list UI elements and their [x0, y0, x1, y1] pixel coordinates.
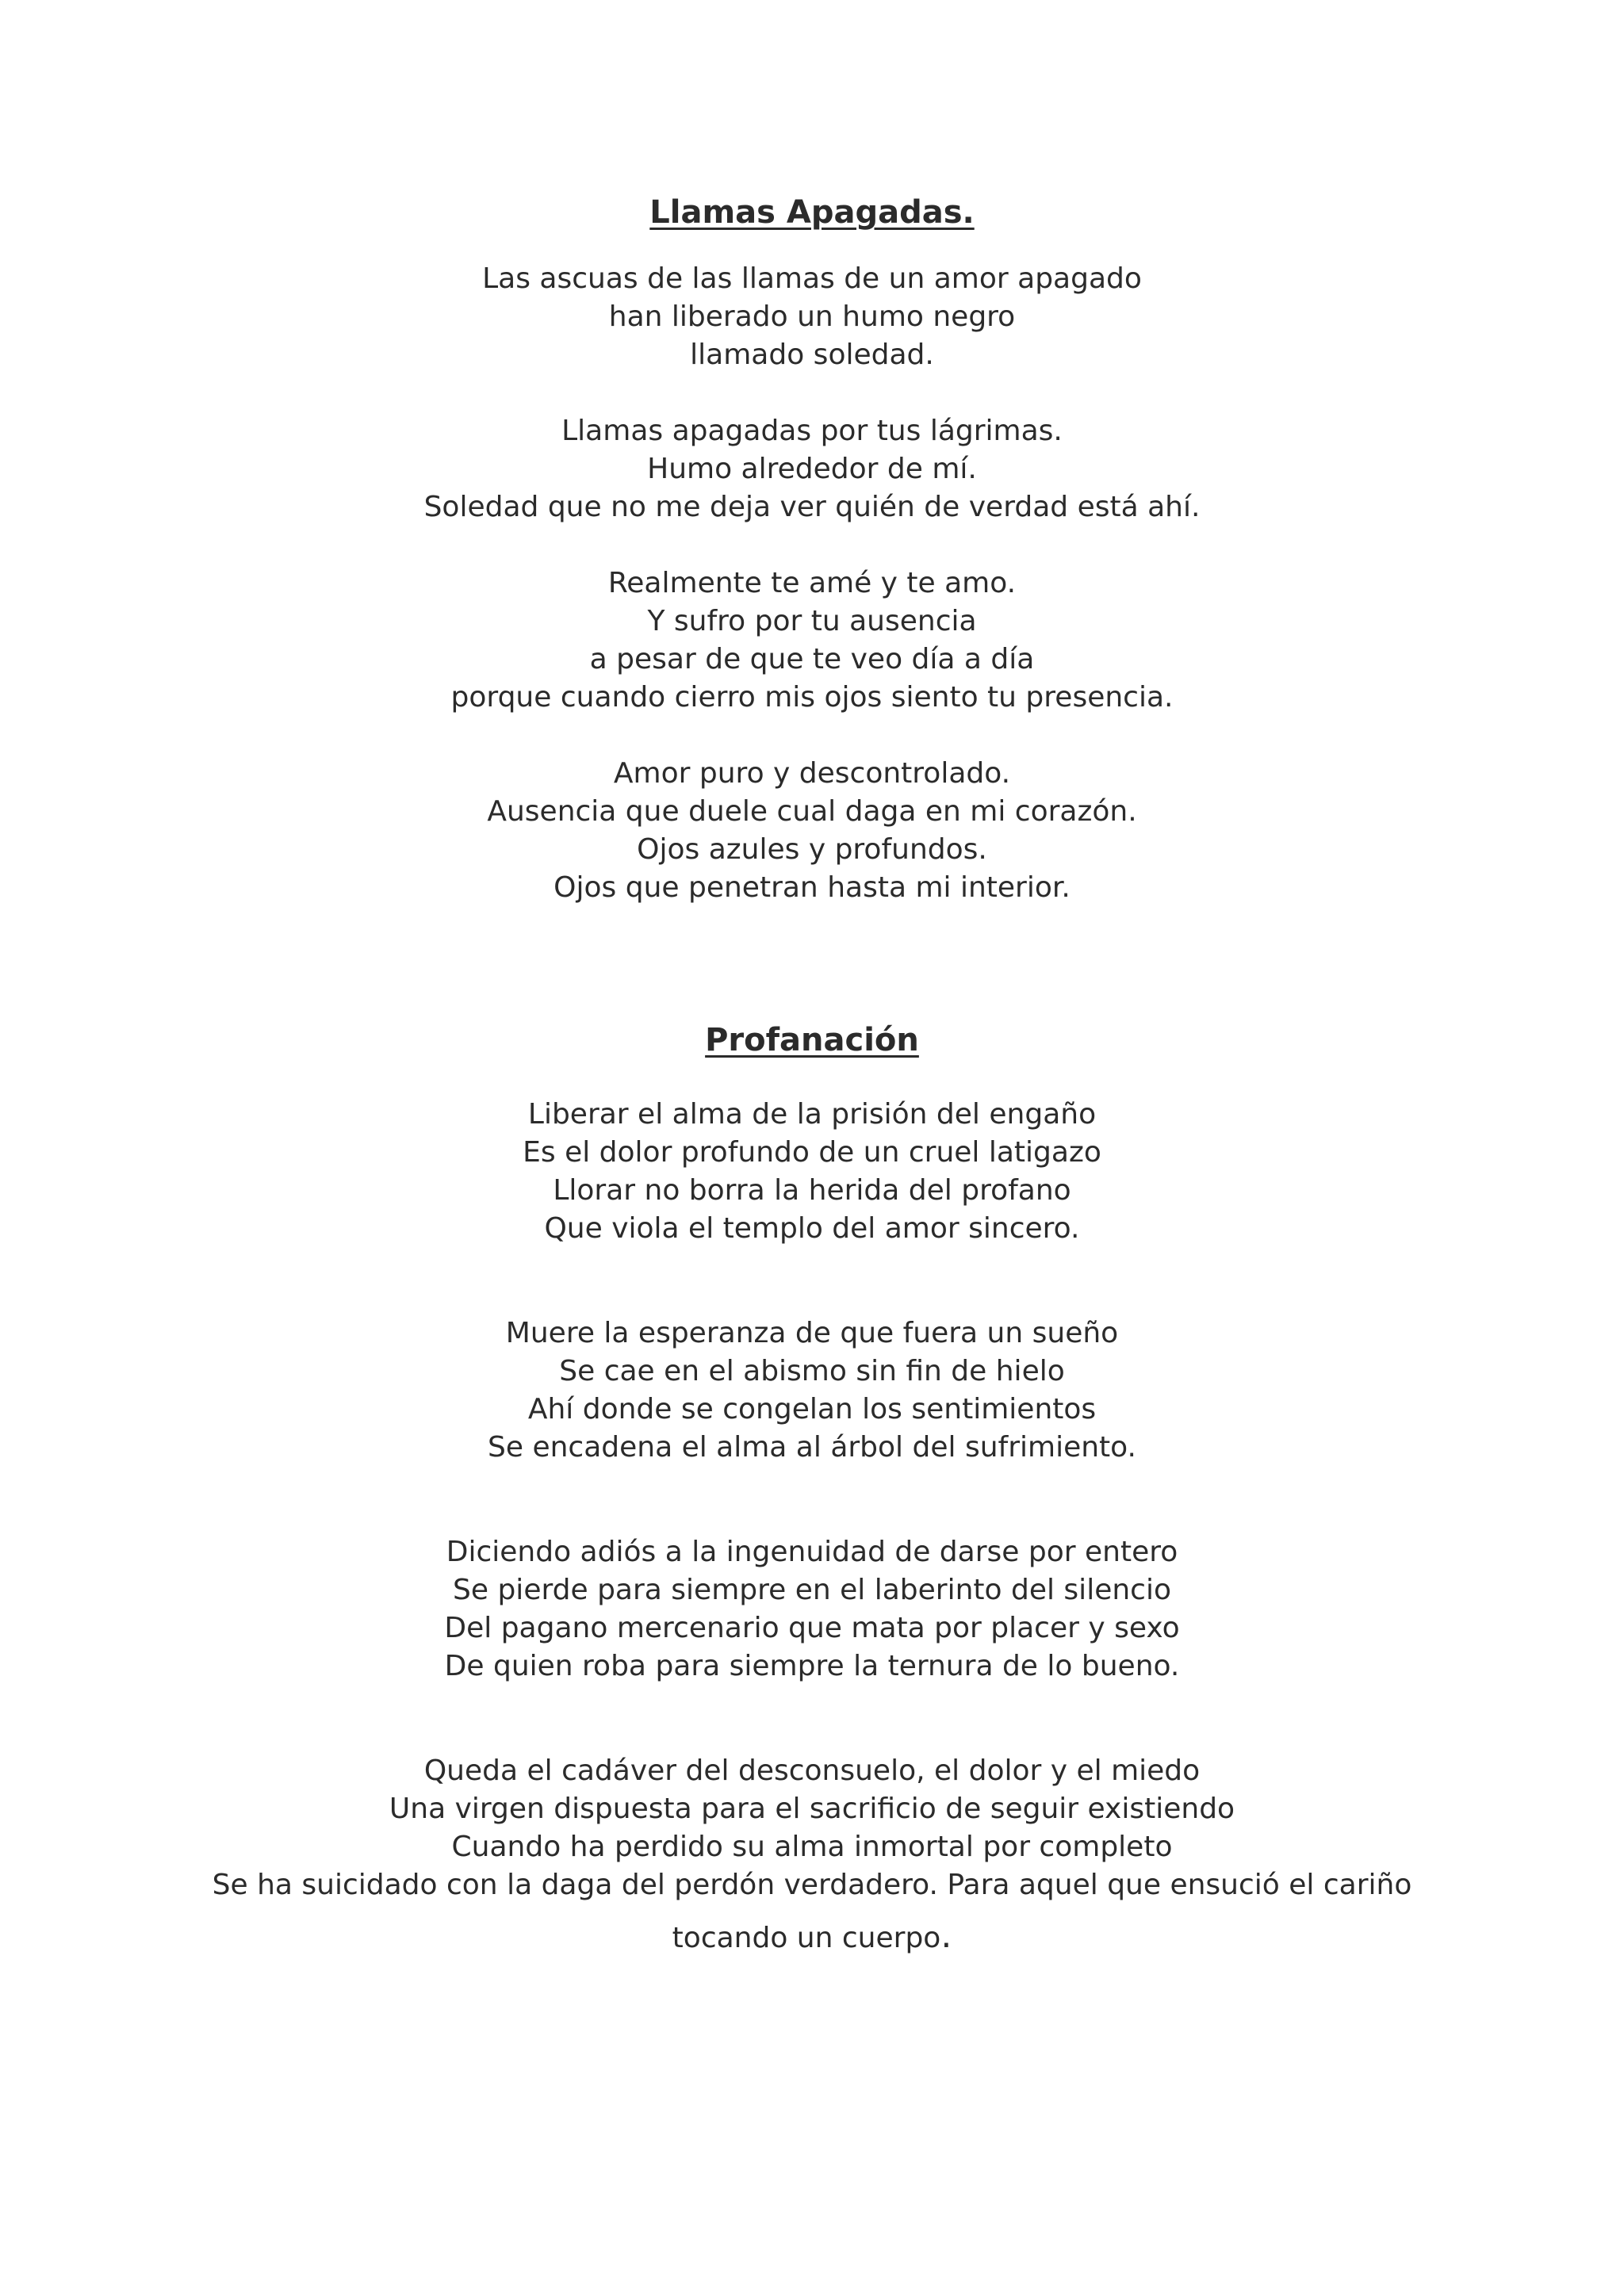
verse-line-final — [0, 1917, 1624, 1957]
verse-line: Ahí donde se congelan los sentimientos — [527, 1393, 1097, 1425]
verse-line: Es el dolor profundo de un cruel latigazo — [523, 1136, 1101, 1169]
verse-line: Que viola el templo del amor sincero. — [544, 1212, 1080, 1245]
verse-line: Cuando ha perdido su alma inmortal por completo — [451, 1831, 1173, 1863]
verse-line: Ausencia que duele cual daga en mi corazón. — [487, 795, 1137, 828]
poem-llamas-apagadas — [0, 193, 1624, 907]
poem-title: Profanación — [705, 1022, 919, 1058]
stanza — [0, 755, 1624, 907]
verse-line: Liberar el alma de la prisión del engaño — [527, 1098, 1097, 1131]
verse-line: Se encadena el alma al árbol del sufrimiento. — [488, 1431, 1136, 1464]
verse-line: Llorar no borra la herida del profano — [553, 1174, 1071, 1207]
poem-title: Llamas Apagadas. — [649, 194, 975, 231]
stanza — [0, 1752, 1624, 1957]
verse-line: llamado soledad. — [690, 339, 934, 371]
verse-line: Queda el cadáver del desconsuelo, el dolor y el miedo — [423, 1755, 1201, 1787]
verse-line: Muere la esperanza de que fuera un sueño — [505, 1317, 1119, 1349]
final-period: . — [940, 1915, 952, 1956]
stanza — [0, 1314, 1624, 1467]
stanza — [0, 564, 1624, 717]
verse-line: Humo alrededor de mí. — [647, 453, 977, 485]
verse-line: han liberado un humo negro — [608, 300, 1016, 333]
verse-line-final-text: tocando un cuerpo — [672, 1922, 941, 1954]
poem-profanacion — [0, 1021, 1624, 1957]
verse-line: Realmente te amé y te amo. — [607, 567, 1017, 599]
verse-line: Las ascuas de las llamas de un amor apagado — [482, 262, 1142, 295]
verse-line: Se pierde para siempre en el laberinto del silencio — [453, 1574, 1171, 1606]
stanza — [0, 1533, 1624, 1686]
stanza — [0, 260, 1624, 374]
verse-line: Del pagano mercenario que mata por placer y sexo — [444, 1612, 1180, 1644]
verse-line: Se cae en el abismo sin fin de hielo — [559, 1355, 1065, 1387]
stanza — [0, 1096, 1624, 1248]
verse-line: porque cuando cierro mis ojos siento tu presencia. — [450, 681, 1174, 714]
verse-line: Llamas apagadas por tus lágrimas. — [561, 415, 1063, 447]
verse-line: Se ha suicidado con la daga del perdón verdadero. Para aquel que ensució el cariño — [212, 1869, 1412, 1901]
stanza — [0, 412, 1624, 526]
verse-line: Diciendo adiós a la ingenuidad de darse por entero — [446, 1536, 1178, 1568]
verse-line: De quien roba para siempre la ternura de lo bueno. — [444, 1650, 1180, 1682]
verse-line: Ojos que penetran hasta mi interior. — [553, 871, 1071, 904]
verse-line: Ojos azules y profundos. — [637, 833, 987, 866]
verse-line: Amor puro y descontrolado. — [613, 757, 1011, 790]
verse-line: Una virgen dispuesta para el sacrificio de seguir existiendo — [389, 1793, 1235, 1825]
verse-line: a pesar de que te veo día a día — [589, 643, 1035, 675]
verse-line: Soledad que no me deja ver quién de verdad está ahí. — [423, 491, 1201, 523]
verse-line: Y sufro por tu ausencia — [647, 605, 977, 637]
